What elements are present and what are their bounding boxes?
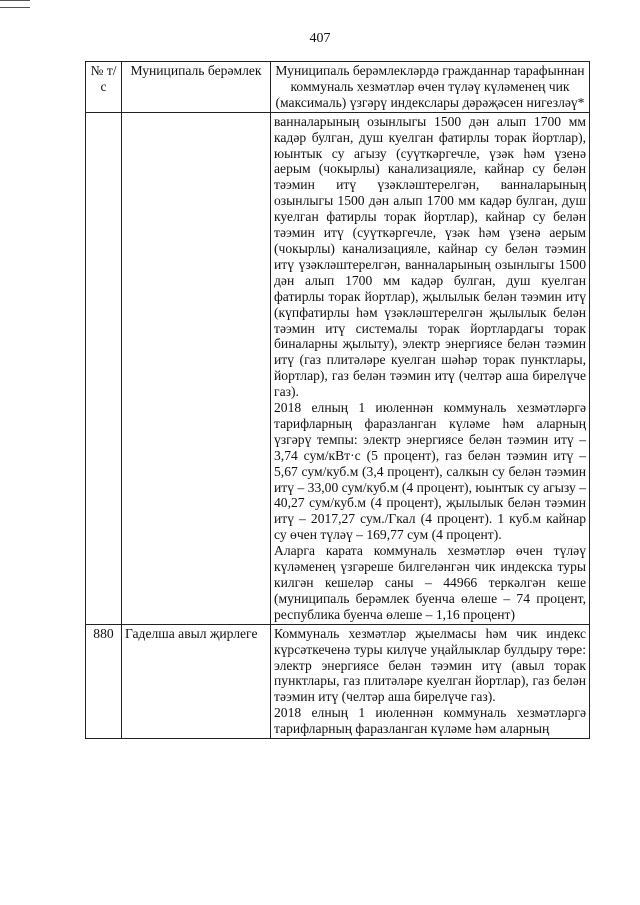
- table-row: [86, 112, 590, 624]
- row-municipality: [122, 112, 271, 624]
- header-municipality: Муниципаль берәмлек: [122, 62, 271, 113]
- paragraph: 2018 елның 1 июленнән коммуналь хезмәтләргә тарифларның фаразланган күләме һәм аларның үзгәрү темпы: электр энергиясе белән тәэмин итү – 3,74 сум/кВт·с (5 процент), газ белән тәэмин итү – 5,67 сум/куб.м (3,4 процент), салкын су белән тәэмин итү – 33,00 сум/куб.м (4 процент), юынтык су агызу – 40,27 сум/куб.м (4 процент), җылылык белән тәэмин итү – 2017,27 сум./Гкал (4 процент). 1 куб.м кайнар су өчен түләү – 169,77 сум (4 процент).: [274, 400, 586, 543]
- indices-table: [85, 61, 590, 739]
- row-justification: [271, 624, 590, 738]
- page-number: 407: [309, 31, 331, 46]
- header-number: № т/с: [86, 62, 122, 113]
- paragraph: Аларга карата коммуналь хезмәтләр өчен түләү күләменең үзгәреше билгеләнгән чик индекска туры килгән кешеләр саны – 44966 теркәлгән кеше (муниципаль берәмлек буенча өлеше – 74 процент, республика буенча өлеше – 1,16 процент): [274, 543, 586, 622]
- header-justification: Муниципаль берәмлекләрдә гражданнар тарафыннан коммуналь хезмәтләр өчен түләү күләменең чик (максималь) үзгәрү индекслары дәрәҗәсен нигезләү*: [271, 62, 590, 113]
- row-number: 880: [86, 624, 122, 738]
- table-row: [86, 624, 590, 738]
- table-header-row: [86, 62, 590, 113]
- row-municipality: Гаделша авыл җирлеге: [122, 624, 271, 738]
- corner-rule: [0, 0, 30, 8]
- row-number: [86, 112, 122, 624]
- row-justification: [271, 112, 590, 624]
- paragraph: 2018 елның 1 июленнән коммуналь хезмәтләргә тарифларның фаразланган күләме һәм аларның: [274, 705, 586, 737]
- paragraph: ванналарының озынлыгы 1500 дән алып 1700 мм кадәр булган, душ куелган фатирлы торак йортлар), юынтык су агызу (суүткәргечле, үзәк һәм үзенә аерым (чокырлы) канализацияле, кайнар су белән тәэмин итү үзәкләштерелгән, ванналарының озынлыгы 1500 дән алып 1700 мм кадәр булган, душ куелган фатирлы торак йортлар), кайнар су белән тәэмин итү (суүткәргечле, үзәк һәм үзенә аерым (чокырлы) канализацияле, кайнар су белән тәэмин итү үзәкләштерелгән, ванналарының озынлыгы 1500 дән алып 1700 мм кадәр булган, душ куелган фатирлы торак йортлар), җылылык белән тәэмин итү (күпфатирлы һәм үзәкләштерелгән җылылык белән тәэмин итү системалы торак йортлардагы торак биналарны җылыту), электр энергиясе белән тәэмин итү (газ плитәләре куелган шәһәр торак пунктлары, йортлар), газ белән тәэмин итү (челтәр аша бирелүче газ).: [274, 113, 586, 400]
- paragraph: Коммуналь хезмәтләр җыелмасы һәм чик индекс күрсәткеченә туры килүче уңайлыклар булдыру төре: электр энергиясе белән тәэмин итү (авыл торак пунктлары, газ плитәләре куелган йортлар), газ белән тәэмин итү (челтәр аша бирелүче газ).: [274, 625, 586, 705]
